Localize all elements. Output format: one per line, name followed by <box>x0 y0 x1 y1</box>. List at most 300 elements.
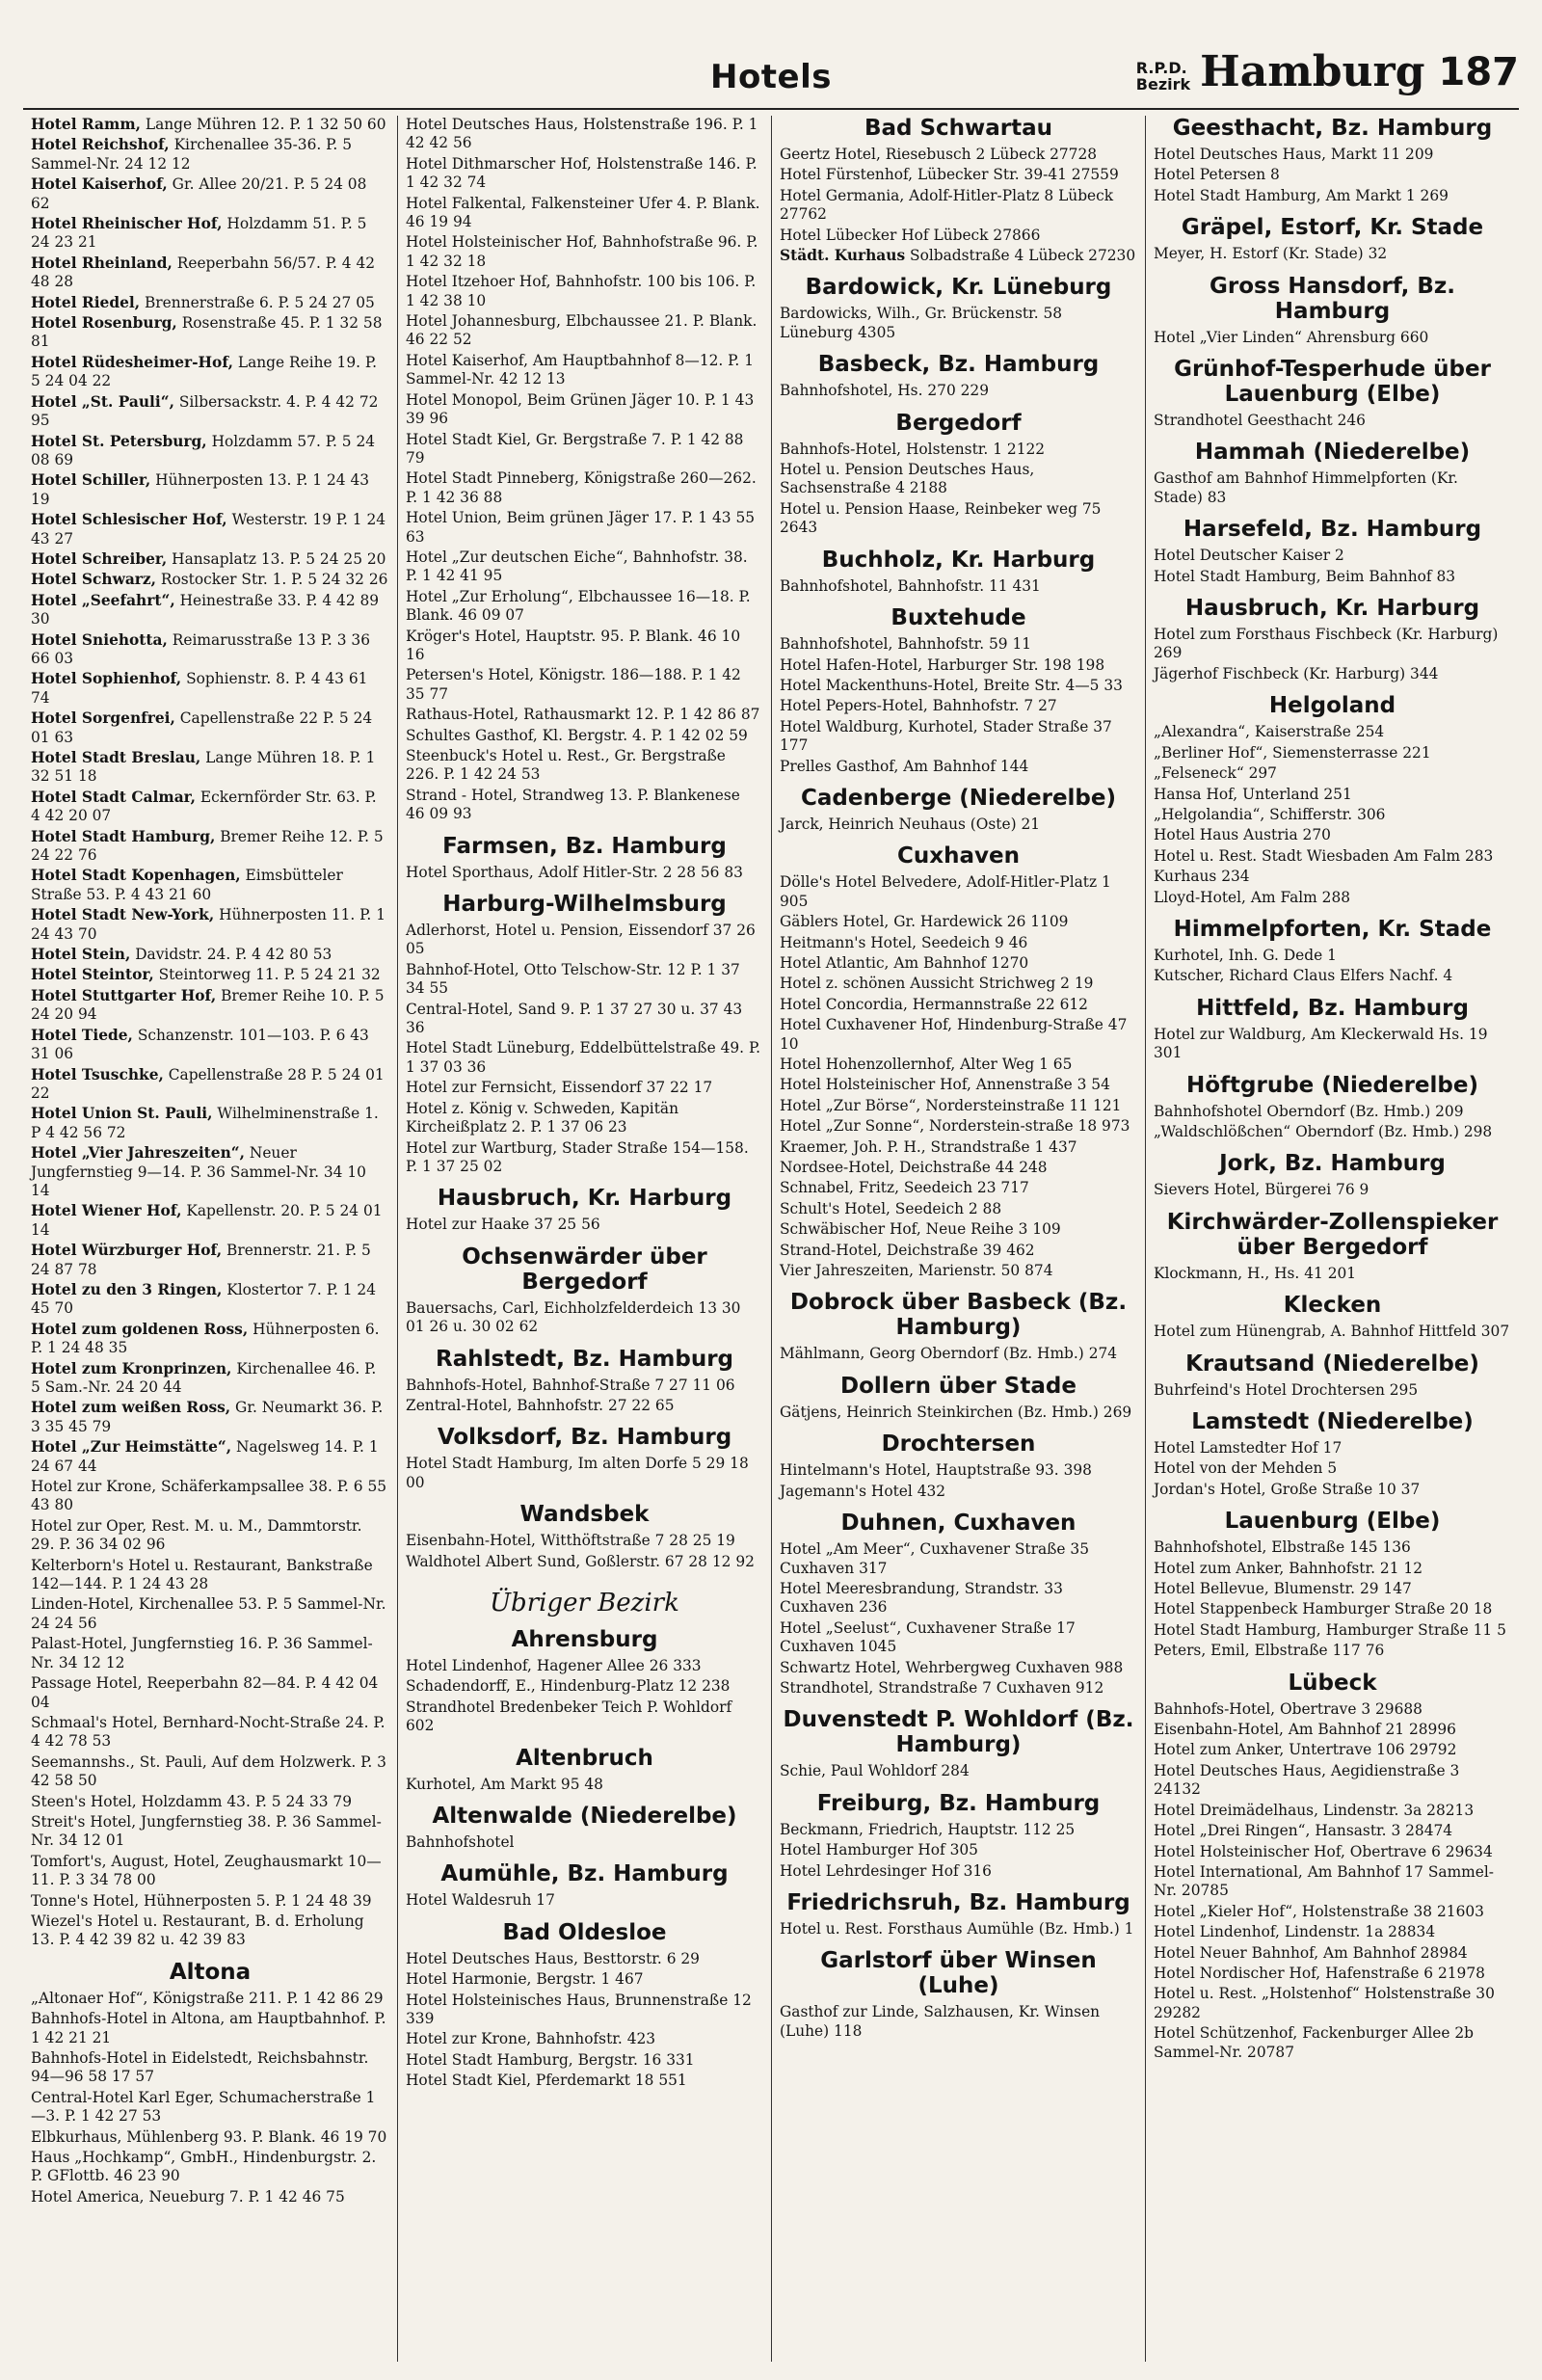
hotel-details: Hotel Stadt Pinneberg, Königstraße 260—262. P. 1 42 36 88 <box>406 469 757 506</box>
hotel-entry <box>31 946 389 964</box>
section-heading: Garlstorf über Winsen (Luhe) <box>820 1948 1097 1999</box>
hotel-details: Hotel Monopol, Beim Grünen Jäger 10. P. 1 43 39 96 <box>406 390 755 428</box>
hotel-entry <box>780 718 1137 756</box>
hotel-entry <box>31 1281 389 1319</box>
hotel-details: Bahnhofshotel, Bahnhofstr. 11 431 <box>780 576 1041 595</box>
hotel-entry <box>780 1679 1137 1698</box>
hotel-name: Hotel „Zur Heimstätte“, <box>31 1438 232 1457</box>
hotel-entry <box>31 511 389 548</box>
hotel-entry <box>406 1100 763 1137</box>
hotel-entry <box>31 1753 389 1791</box>
section-heading: Buxtehude <box>891 605 1026 631</box>
hotel-entry <box>780 227 1137 245</box>
hotel-entry <box>1154 1580 1511 1598</box>
hotel-entry <box>1154 1762 1511 1800</box>
section-heading: Rahlstedt, Bz. Hamburg <box>435 1346 734 1372</box>
hotel-details: Hotel z. schönen Aussicht Strichweg 2 19 <box>780 975 1094 993</box>
section-heading: Cuxhaven <box>897 843 1020 869</box>
hotel-details: Wilhelminenstraße 1. P 4 42 56 72 <box>31 1105 379 1141</box>
hotel-details: Hotel America, Neueburg 7. P. 1 42 46 75 <box>31 2187 345 2206</box>
column-4 <box>1145 116 1519 2362</box>
hotel-entry <box>406 1377 763 1395</box>
hotel-details: Beckmann, Friedrich, Hauptstr. 112 25 <box>780 1820 1076 1838</box>
hotel-name: Hotel Wiener Hof, <box>31 1202 182 1220</box>
hotel-entry <box>1154 826 1511 844</box>
column-1 <box>23 116 397 2362</box>
hotel-details: Hotel Waldburg, Kurhotel, Stader Straße 37 177 <box>780 717 1112 755</box>
hotel-entry <box>780 758 1137 776</box>
hotel-entry <box>780 1200 1137 1218</box>
hotel-entry <box>406 1079 763 1097</box>
hotel-details: Kurhotel, Am Markt 95 48 <box>406 1775 603 1793</box>
hotel-entry <box>406 1992 763 2029</box>
hotel-details: Klostertor 7. P. 1 24 45 70 <box>31 1280 377 1318</box>
hotel-details: Hühnerposten 11. P. 1 24 43 70 <box>31 906 386 943</box>
hotel-entry <box>780 1242 1137 1260</box>
hotel-entry <box>780 577 1137 596</box>
hotel-details: Hotel Deutsches Haus, Markt 11 209 <box>1154 146 1434 163</box>
hotel-details: Nordsee-Hotel, Deichstraße 44 248 <box>780 1159 1048 1177</box>
hotel-details: Hotel „Drei Ringen“, Hansastr. 3 28474 <box>1154 1822 1453 1840</box>
hotel-entry <box>1154 1026 1511 1063</box>
hotel-entry <box>406 352 763 389</box>
hotel-entry <box>406 1776 763 1794</box>
hotel-entry <box>1154 1538 1511 1557</box>
hotel-entry <box>1154 1965 1511 1983</box>
hotel-entry <box>31 2149 389 2186</box>
hotel-details: Westerstr. 19 P. 1 24 43 27 <box>31 511 386 548</box>
hotel-entry <box>1154 1843 1511 1861</box>
hotel-details: Kröger's Hotel, Hauptstr. 95. P. Blank. 46 10 16 <box>406 627 741 663</box>
hotel-details: Hotel von der Mehden 5 <box>1154 1459 1338 1478</box>
hotel-name: Hotel Würzburger Hof, <box>31 1242 223 1260</box>
hotel-entry <box>406 1216 763 1234</box>
hotel-details: Hotel Lehrdesinger Hof 316 <box>780 1861 992 1880</box>
hotel-entry <box>31 1813 389 1851</box>
hotel-entry <box>1154 412 1511 430</box>
hotel-details: Sophienstr. 8. P. 4 43 61 74 <box>31 670 368 707</box>
hotel-entry <box>780 1619 1137 1657</box>
hotel-entry <box>406 706 763 724</box>
hotel-details: Jägerhof Fischbeck (Kr. Harburg) 344 <box>1154 664 1439 682</box>
hotel-entry <box>31 294 389 312</box>
hotel-name: Hotel Schiller, <box>31 471 151 490</box>
hotel-entry <box>31 789 389 826</box>
hotel-details: Rosenstraße 45. P. 1 32 58 81 <box>31 314 383 351</box>
hotel-entry <box>31 175 389 213</box>
section-heading: Klecken <box>1283 1293 1382 1319</box>
hotel-details: Hotel Haus Austria 270 <box>1154 826 1331 844</box>
hotel-details: Bahnhofs-Hotel in Altona, am Hauptbahnhof. P. 1 42 21 21 <box>31 2010 386 2046</box>
hotel-details: Hotel u. Rest. „Holstenhof“ Holstenstraße 30 29282 <box>1154 1985 1495 2021</box>
hotel-details: Hotel Sporthaus, Adolf Hitler-Str. 2 28 56 83 <box>406 863 743 881</box>
hotel-entry <box>31 1360 389 1398</box>
hotel-entry <box>31 592 389 629</box>
hotel-entry <box>1154 1560 1511 1578</box>
hotel-entry <box>1154 1721 1511 1739</box>
hotel-entry <box>1154 723 1511 741</box>
hotel-entry <box>1154 146 1511 164</box>
section-heading: Volksdorf, Bz. Hamburg <box>437 1425 732 1451</box>
hotel-details: Schmaal's Hotel, Bernhard-Nocht-Straße 24. P. 4 42 78 53 <box>31 1713 386 1751</box>
hotel-details: Kapellenstr. 20. P. 5 24 01 14 <box>31 1202 383 1239</box>
hotel-entry <box>31 867 389 904</box>
hotel-entry <box>31 1912 389 1950</box>
hotel-details: Seemannshs., St. Pauli, Auf dem Holzwerk. P. 3 42 58 50 <box>31 1752 386 1790</box>
hotel-entry <box>1154 744 1511 762</box>
hotel-details: Bahnhofshotel, Elbstraße 145 136 <box>1154 1538 1411 1557</box>
hotel-details: Hotel Stadt Hamburg, Beim Bahnhof 83 <box>1154 567 1456 585</box>
hotel-details: Sievers Hotel, Bürgerei 76 9 <box>1154 1181 1369 1199</box>
hotel-entry <box>31 1438 389 1476</box>
section-heading: Krautsand (Niederelbe) <box>1185 1350 1479 1377</box>
section-heading: Hausbruch, Kr. Harburg <box>1184 596 1480 622</box>
hotel-details: Prelles Gasthof, Am Bahnhof 144 <box>780 757 1029 775</box>
hotel-details: Nagelsweg 14. P. 1 24 67 44 <box>31 1438 379 1475</box>
hotel-details: Davidstr. 24. P. 4 42 80 53 <box>130 946 332 964</box>
district-label <box>1136 60 1190 93</box>
hotel-entry <box>1154 245 1511 263</box>
hotel-name: Hotel Rüdesheimer-Hof, <box>31 353 233 371</box>
hotel-details: Gasthof am Bahnhof Himmelpforten (Kr. Stade) 83 <box>1154 469 1458 506</box>
hotel-details: Hotel u. Rest. Forsthaus Aumühle (Bz. Hmb.) 1 <box>780 1919 1134 1938</box>
hotel-details: Hotel Petersen 8 <box>1154 166 1280 184</box>
hotel-entry <box>1154 1985 1511 2022</box>
hotel-details: Hotel Deutscher Kaiser 2 <box>1154 547 1344 565</box>
hotel-details: Hotel Cuxhavener Hof, Hindenburg-Straße 47 10 <box>780 1016 1128 1053</box>
hotel-name: Hotel Sorgenfrei, <box>31 709 175 728</box>
hotel-details: Kurhotel, Inh. G. Dede 1 <box>1154 946 1337 964</box>
hotel-entry <box>406 1677 763 1696</box>
hotel-entry <box>780 146 1137 164</box>
hotel-entry <box>31 2049 389 2087</box>
hotel-details: Hotel zum Anker, Bahnhofstr. 21 12 <box>1154 1559 1422 1577</box>
section-heading: Friedrichsruh, Bz. Hamburg <box>786 1889 1130 1915</box>
hotel-entry <box>406 312 763 350</box>
hotel-details: Jarck, Heinrich Neuhaus (Oste) 21 <box>780 815 1041 833</box>
hotel-entry <box>31 828 389 866</box>
hotel-entry <box>780 1841 1137 1859</box>
section-heading: Aumühle, Bz. Hamburg <box>440 1861 729 1887</box>
hotel-details: Hotel Holsteinischer Hof, Obertrave 6 29634 <box>1154 1842 1493 1860</box>
hotel-entry <box>31 987 389 1025</box>
hotel-details: Eisenbahn-Hotel, Am Bahnhof 21 28996 <box>1154 1721 1456 1739</box>
hotel-details: Jordan's Hotel, Große Straße 10 37 <box>1154 1480 1421 1498</box>
section-heading: Bardowick, Kr. Lüneburg <box>805 275 1112 301</box>
hotel-details: Hotel Atlantic, Am Bahnhof 1270 <box>780 953 1029 972</box>
hotel-name: Hotel Ramm, <box>31 116 141 133</box>
hotel-details: Bahnhofshotel, Bahnhofstr. 59 11 <box>780 635 1032 654</box>
hotel-entry <box>31 2089 389 2126</box>
hotel-entry <box>31 1595 389 1633</box>
hotel-name: Hotel Reichshof, <box>31 136 170 154</box>
hotel-entry <box>780 975 1137 993</box>
hotel-name: Hotel Schlesischer Hof, <box>31 511 227 529</box>
hotel-details: Klockmann, H., Hs. 41 201 <box>1154 1264 1357 1282</box>
hotel-details: Hotel zum Forsthaus Fischbeck (Kr. Harburg) 269 <box>1154 626 1499 662</box>
hotel-entry <box>31 1517 389 1555</box>
section-heading: Höftgrube (Niederelbe) <box>1185 1072 1478 1098</box>
hotel-entry <box>31 631 389 669</box>
hotel-details: Hotel zur Krone, Schäferkampsallee 38. P. 6 55 43 80 <box>31 1478 387 1514</box>
hotel-entry <box>406 1891 763 1910</box>
hotel-entry <box>31 1066 389 1104</box>
section-heading: Dobrock über Basbeck (Bz. Hamburg) <box>789 1290 1128 1341</box>
hotel-name: Hotel Rheinischer Hof, <box>31 215 223 233</box>
hotel-entry <box>1154 1802 1511 1820</box>
hotel-name: Hotel St. Petersburg, <box>31 432 207 450</box>
hotel-name: Hotel Sophienhof, <box>31 670 182 688</box>
hotel-name: Hotel Riedel, <box>31 293 141 311</box>
hotel-details: Hotel Deutsches Haus, Aegidienstraße 3 24132 <box>1154 1761 1460 1799</box>
bezirk-label: Bezirk <box>1135 75 1191 94</box>
hotel-entry <box>406 864 763 882</box>
hotel-details: Hotel „Vier Linden“ Ahrensburg 660 <box>1154 328 1429 346</box>
hotel-entry <box>1154 1181 1511 1199</box>
hotel-entry <box>1154 1700 1511 1719</box>
hotel-entry <box>31 1635 389 1672</box>
hotel-name: Hotel zum weißen Ross, <box>31 1399 231 1417</box>
hotel-name: Hotel „St. Pauli“, <box>31 392 174 411</box>
hotel-details: Hansa Hof, Unterland 251 <box>1154 785 1352 803</box>
hotel-details: Hotel Lübecker Hof Lübeck 27866 <box>780 226 1041 244</box>
hotel-details: Hotel Meeresbrandung, Strandstr. 33 Cuxhaven 236 <box>780 1579 1063 1617</box>
hotel-details: Central-Hotel Karl Eger, Schumacherstraße 1—3. P. 1 42 27 53 <box>31 2088 376 2126</box>
hotel-details: Eckernförder Str. 63. P. 4 42 20 07 <box>31 788 377 825</box>
hotel-entry <box>780 1540 1137 1578</box>
hotel-details: Gr. Allee 20/21. P. 5 24 08 62 <box>31 175 367 212</box>
hotel-details: Gr. Neumarkt 36. P. 3 35 45 79 <box>31 1399 384 1435</box>
hotel-entry <box>31 550 389 569</box>
hotel-entry <box>780 1404 1137 1422</box>
hotel-name: Hotel Stadt Kopenhagen, <box>31 867 241 885</box>
rpd-label: R.P.D. <box>1135 59 1187 77</box>
hotel-entry <box>31 1853 389 1890</box>
hotel-entry <box>780 677 1137 695</box>
hotel-entry <box>406 628 763 665</box>
hotel-entry <box>31 1202 389 1240</box>
hotel-details: Hotel Stadt Kiel, Gr. Bergstraße 7. P. 1 42 88 79 <box>406 430 744 467</box>
hotel-details: Schult's Hotel, Seedeich 2 88 <box>780 1199 1002 1217</box>
hotel-entry <box>780 1097 1137 1115</box>
hotel-details: Reeperbahn 56/57. P. 4 42 48 28 <box>31 254 376 291</box>
hotel-entry <box>780 500 1137 538</box>
hotel-entry <box>31 1793 389 1811</box>
hotel-name: Hotel Steintor, <box>31 966 154 984</box>
hotel-details: Bahnhofshotel Oberndorf (Bz. Hmb.) 209 <box>1154 1102 1464 1120</box>
hotel-entry <box>780 1345 1137 1363</box>
hotel-name: Hotel Stadt Calmar, <box>31 788 197 806</box>
hotel-details: Hotel Dreimädelhaus, Lindenstr. 3a 28213 <box>1154 1801 1475 1819</box>
hotel-details: Hotel Lindenhof, Lindenstr. 1a 28834 <box>1154 1923 1436 1941</box>
hotel-details: Silbersackstr. 4. P. 4 42 72 95 <box>31 392 379 430</box>
page-header <box>23 48 1519 106</box>
section-heading: Bad Oldesloe <box>502 1919 667 1945</box>
section-heading: Lübeck <box>1288 1670 1377 1696</box>
running-head <box>1136 48 1519 96</box>
hotel-entry <box>780 913 1137 931</box>
hotel-entry <box>780 1262 1137 1280</box>
hotel-entry <box>31 571 389 589</box>
hotel-details: Hotel „Zur Erholung“, Elbchaussee 16—18. P. Blank. 46 09 07 <box>406 587 751 625</box>
hotel-name: Hotel „Seefahrt“, <box>31 591 175 609</box>
hotel-entry <box>406 1950 763 1968</box>
hotel-entry <box>780 1580 1137 1618</box>
hotel-entry <box>1154 1123 1511 1141</box>
hotel-details: Bahnhofs-Hotel in Eidelstedt, Reichsbahnstr. 94—96 58 17 57 <box>31 2049 369 2086</box>
section-heading: Geesthacht, Bz. Hamburg <box>1172 116 1493 141</box>
hotel-details: Bremer Reihe 10. P. 5 24 20 94 <box>31 986 385 1024</box>
section-heading: Übriger Bezirk <box>490 1588 679 1618</box>
hotel-entry <box>406 1698 763 1736</box>
section-heading: Harsefeld, Bz. Hamburg <box>1183 517 1482 543</box>
hotel-details: Eimsbütteler Straße 53. P. 4 43 21 60 <box>31 867 343 903</box>
hotel-entry <box>406 195 763 232</box>
hotel-entry <box>1154 947 1511 965</box>
section-heading: Hausbruch, Kr. Harburg <box>437 1186 732 1212</box>
hotel-details: Hotel z. König v. Schweden, Kapitän Kircheißplatz 2. P. 1 37 06 23 <box>406 1099 679 1137</box>
hotel-details: Hotel „Zur deutschen Eiche“, Bahnhofstr. 38. P. 1 42 41 95 <box>406 548 748 585</box>
hotel-entry <box>406 116 763 153</box>
hotel-details: Wiezel's Hotel u. Restaurant, B. d. Erholung 13. P. 4 42 39 82 u. 42 39 83 <box>31 1912 364 1949</box>
hotel-details: „Waldschlößchen“ Oberndorf (Bz. Hmb.) 298 <box>1154 1122 1493 1140</box>
hotel-details: Hotel zum Anker, Untertrave 106 29792 <box>1154 1741 1457 1759</box>
hotel-details: Palast-Hotel, Jungfernstieg 16. P. 36 Sammel-Nr. 34 12 12 <box>31 1635 373 1671</box>
hotel-details: Steintorweg 11. P. 5 24 21 32 <box>153 966 381 984</box>
hotel-details: Schie, Paul Wohldorf 284 <box>780 1762 970 1780</box>
hotel-entry <box>1154 868 1511 886</box>
hotel-entry <box>780 2003 1137 2041</box>
section-heading: Lamstedt (Niederelbe) <box>1191 1409 1474 1434</box>
hotel-entry <box>31 471 389 509</box>
hotel-name: Hotel Tsuschke, <box>31 1065 164 1083</box>
hotel-entry <box>31 1478 389 1515</box>
hotel-details: Elbkurhaus, Mühlenberg 93. P. Blank. 46 19 70 <box>31 2127 387 2146</box>
hotel-details: Hotel Dithmarscher Hof, Holstenstraße 146. P. 1 42 32 74 <box>406 154 758 192</box>
section-heading: Altenbruch <box>516 1745 653 1771</box>
hotel-entry <box>31 1321 389 1358</box>
hotel-details: Strandhotel Geesthacht 246 <box>1154 412 1366 430</box>
hotel-entry <box>780 873 1137 911</box>
section-heading: Dollern über Stade <box>840 1373 1077 1399</box>
hotel-details: Peters, Emil, Elbstraße 117 76 <box>1154 1642 1385 1660</box>
hotel-details: Hotel Hafen-Hotel, Harburger Str. 198 198 <box>780 655 1105 674</box>
hotel-details: Hotel Mackenthuns-Hotel, Breite Str. 4—5 33 <box>780 676 1123 694</box>
header-rule <box>23 108 1519 110</box>
hotel-details: Lange Reihe 19. P. 5 24 04 22 <box>31 353 378 390</box>
hotel-details: Hotel u. Pension Deutsches Haus, Sachsenstraße 4 2188 <box>780 461 1035 497</box>
hotel-details: „Altonaer Hof“, Königstraße 211. P. 1 42 86 29 <box>31 1989 384 2007</box>
hotel-details: Haus „Hochkamp“, GmbH., Hindenburgstr. 2. P. GFlottb. 46 23 90 <box>31 2149 377 2185</box>
hotel-entry <box>780 1483 1137 1501</box>
hotel-details: Hotel Stadt Lüneburg, Eddelbüttelstraße 49. P. 1 37 03 36 <box>406 1039 761 1076</box>
hotel-entry <box>1154 187 1511 205</box>
hotel-details: Kirchenallee 35-36. P. 5 Sammel-Nr. 24 12 12 <box>31 136 352 173</box>
hotel-entry <box>31 1714 389 1752</box>
hotel-details: Heitmann's Hotel, Seedeich 9 46 <box>780 933 1028 951</box>
hotel-name: Hotel Stadt Hamburg, <box>31 827 216 845</box>
hotel-entry <box>1154 1621 1511 1640</box>
hotel-entry <box>780 1056 1137 1074</box>
section-heading: Bad Schwartau <box>864 116 1053 141</box>
hotel-entry <box>780 1659 1137 1677</box>
hotel-details: Hotel Hamburger Hof 305 <box>780 1841 978 1859</box>
hotel-details: Adlerhorst, Hotel u. Pension, Eissendorf 37 26 05 <box>406 922 756 958</box>
hotel-entry <box>1154 889 1511 907</box>
hotel-details: Hintelmann's Hotel, Hauptstraße 93. 398 <box>780 1461 1092 1480</box>
page-title: Hotels <box>709 58 833 96</box>
hotel-entry <box>780 934 1137 952</box>
hotel-details: Bahnhofshotel, Hs. 270 229 <box>780 382 990 400</box>
hotel-name: Städt. Kurhaus <box>780 247 906 265</box>
hotel-details: Brennerstraße 6. P. 5 24 27 05 <box>140 293 375 311</box>
hotel-details: Waldhotel Albert Sund, Goßlerstr. 67 28 12 92 <box>406 1552 755 1570</box>
hotel-entry <box>406 1455 763 1492</box>
hotel-entry <box>1154 1323 1511 1341</box>
hotel-details: Hühnerposten 6. P. 1 24 48 35 <box>31 1320 380 1357</box>
hotel-entry <box>1154 547 1511 565</box>
hotel-details: Gäblers Hotel, Gr. Hardewick 26 1109 <box>780 913 1069 931</box>
hotel-entry <box>780 166 1137 184</box>
hotel-details: Strand - Hotel, Strandweg 13. P. Blankenese 46 09 93 <box>406 786 740 823</box>
hotel-details: Geertz Hotel, Riesebusch 2 Lübeck 27728 <box>780 146 1098 163</box>
hotel-entry <box>1154 1741 1511 1759</box>
hotel-details: Bahnhof-Hotel, Otto Telschow-Str. 12 P. 1 37 34 55 <box>406 960 740 998</box>
hotel-name: Hotel „Vier Jahreszeiten“, <box>31 1144 245 1163</box>
hotel-entry <box>31 1557 389 1594</box>
hotel-entry <box>1154 1439 1511 1457</box>
hotel-details: Mählmann, Georg Oberndorf (Bz. Hmb.) 274 <box>780 1345 1118 1363</box>
hotel-entry <box>406 1657 763 1675</box>
hotel-entry <box>31 354 389 391</box>
hotel-details: „Felseneck“ 297 <box>1154 764 1277 783</box>
hotel-entry <box>406 391 763 429</box>
hotel-entry <box>1154 1863 1511 1901</box>
hotel-details: Zentral-Hotel, Bahnhofstr. 27 22 65 <box>406 1396 675 1414</box>
hotel-entry <box>406 922 763 959</box>
hotel-entry <box>31 749 389 787</box>
hotel-entry <box>406 1139 763 1177</box>
hotel-name: Hotel Stein, <box>31 946 131 964</box>
hotel-entry <box>780 187 1137 225</box>
section-heading: Ahrensburg <box>511 1626 658 1652</box>
hotel-entry <box>1154 1944 1511 1963</box>
hotel-entry <box>1154 1822 1511 1840</box>
section-heading: Jork, Bz. Hamburg <box>1219 1151 1446 1177</box>
hotel-entry <box>406 787 763 824</box>
hotel-details: Hotel Stadt Kiel, Pferdemarkt 18 551 <box>406 2072 687 2090</box>
hotel-details: Holzdamm 51. P. 5 24 23 21 <box>31 215 367 252</box>
section-heading: Duhnen, Cuxhaven <box>840 1511 1077 1537</box>
hotel-details: Hotel zur Oper, Rest. M. u. M., Dammtorstr. 29. P. 36 34 02 96 <box>31 1516 362 1554</box>
hotel-details: „Berliner Hof“, Siemensterrasse 221 <box>1154 743 1431 762</box>
hotel-entry <box>31 670 389 708</box>
section-heading: Bergedorf <box>895 410 1022 436</box>
hotel-details: „Helgolandia“, Schifferstr. 306 <box>1154 805 1386 823</box>
hotel-details: Hotel Harmonie, Bergstr. 1 467 <box>406 1970 644 1989</box>
hotel-entry <box>1154 764 1511 783</box>
section-heading: Kirchwärder-Zollenspieker über Bergedorf <box>1166 1209 1499 1260</box>
hotel-entry <box>31 254 389 292</box>
hotel-details: Hotel Itzehoer Hof, Bahnhofstr. 100 bis 106. P. 1 42 38 10 <box>406 273 757 309</box>
hotel-details: Hotel Neuer Bahnhof, Am Bahnhof 28984 <box>1154 1943 1468 1962</box>
hotel-entry <box>1154 786 1511 804</box>
hotel-details: Hotel u. Rest. Stadt Wiesbaden Am Falm 283 <box>1154 846 1494 865</box>
hotel-entry <box>406 1970 763 1989</box>
hotel-entry <box>31 906 389 944</box>
hotel-entry <box>780 305 1137 342</box>
hotel-details: Schultes Gasthof, Kl. Bergstr. 4. P. 1 42 02 59 <box>406 726 748 744</box>
